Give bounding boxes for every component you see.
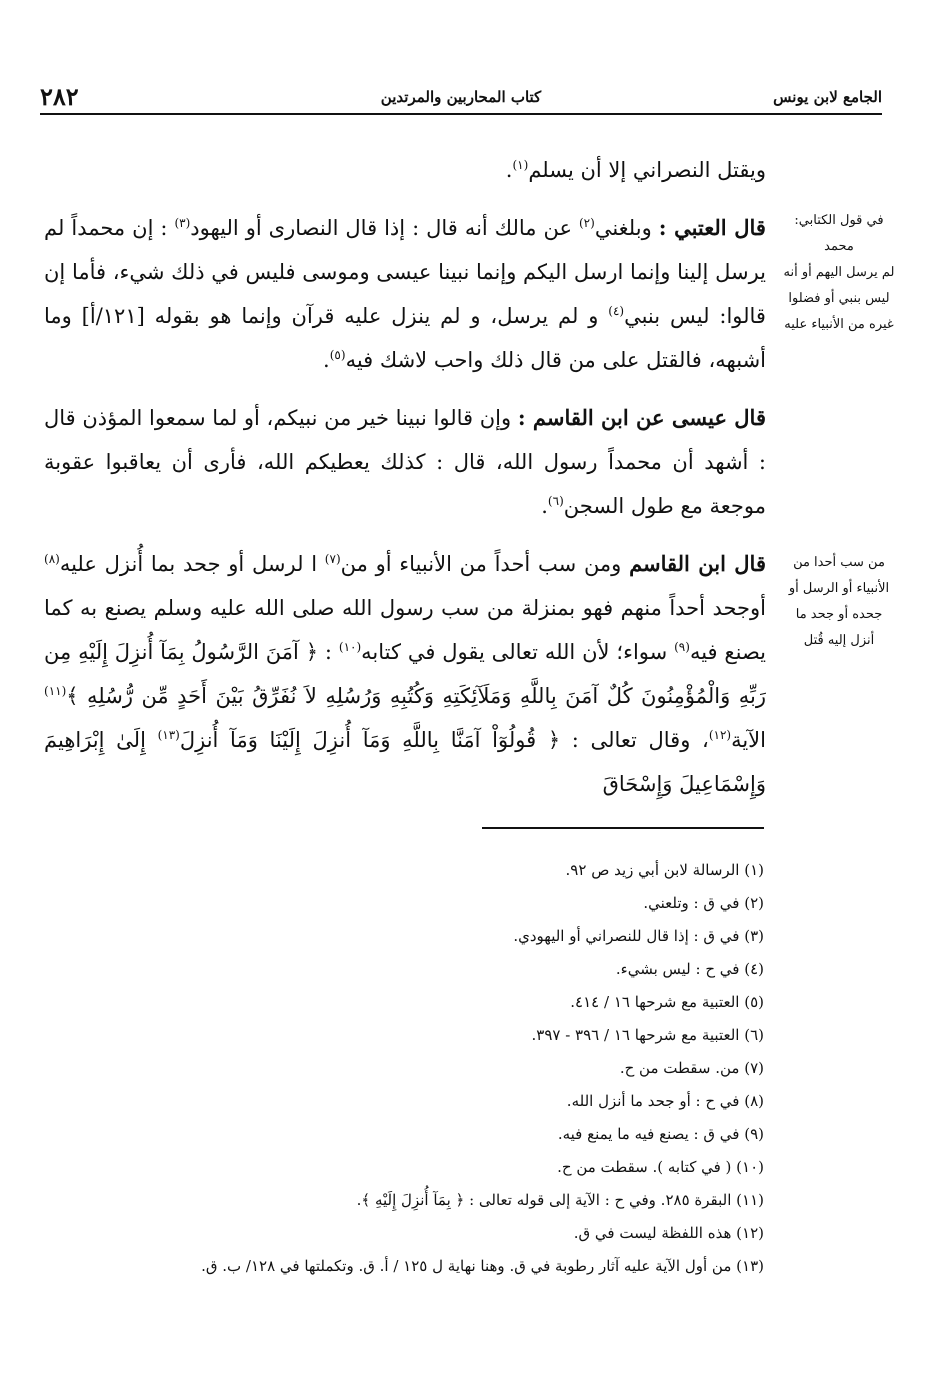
p4-text-h: إِلَىٰ إِبْرَاهِيمَ وَإِسْمَاعِيلَ وَإِسْحَاقَ [44, 728, 766, 796]
fn-ref-7: (٧) [324, 552, 341, 566]
footnote: (١١) البقرة ٢٨٥. وفي ح : الآية إلى قوله تعالى : ﴿ بِمَآ أُنزِلَ إِلَيْهِ ﴾. [356, 1191, 764, 1209]
footnote: (١٢) هذه اللفظة ليست في ق. [573, 1224, 764, 1242]
p4-text-d: سواء؛ لأن الله تعالى يقول في كتابه [361, 640, 668, 664]
margin-note-2-line: جحده أو جحد ما [795, 607, 883, 622]
p4-text-b: ا لرسل أو جحد بما أُنزل عليه [59, 552, 318, 576]
p4-quran-verse-2: ، وقال تعالى : ﴿ قُولُوٓاْ آمَنَّا بِاللَّهِ وَمَآ أُنزِلَ إِلَيْنَا وَمَآ أُنزِلَ [179, 728, 709, 752]
footnote: (١٠) ( في كتابه ). سقطت من ح. [557, 1158, 764, 1176]
margin-note-2 [778, 550, 900, 654]
header-chapter-title: كتاب المحاربين والمرتدين [380, 88, 542, 106]
p4-text-f: الآية [731, 728, 766, 752]
fn-ref-11: (١١) [44, 684, 67, 698]
fn-ref-5: (٥) [329, 348, 346, 362]
footnote: (٣) في ق : إذا قال للنصراني أو اليهودي. [513, 927, 764, 945]
footnote: (٤) في ح : ليس بشيء. [615, 960, 764, 978]
footnote: (٩) في ق : يصنع فيه ما يمنع فيه. [557, 1125, 764, 1143]
margin-note-2-line: الأنبياء أو الرسل أو [788, 581, 890, 596]
p4-lead: قال ابن القاسم [629, 551, 766, 576]
p2-text-c: : إن محمداً لم يرسل إلينا وإنما ارسل اليكم وإنما نبينا عيسى وموسى فليس في ذلك شيء، فأما إن قالوا: ليس بنبي [44, 216, 766, 328]
margin-note-1-line: غيره من الأنبياء عليه [784, 317, 894, 332]
fn-ref-9: (٩) [674, 640, 690, 654]
p4-text-c: أوجحد أحداً منهم فهو بمنزلة من سب رسول الله صلى الله عليه وسلم يصنع به كما يصنع فيه [44, 596, 767, 664]
footnote-separator [482, 827, 764, 829]
header-book-title: الجامع لابن يونس [773, 88, 882, 106]
footnote: (١٣) من أول الآية عليه آثار رطوبة في ق. وهنا نهاية ل ١٢٥ / أ. ق. وتكملتها في ١٢٨/ ب. ق. [201, 1257, 764, 1275]
fn-ref-1: (١) [512, 158, 529, 172]
running-header [40, 82, 882, 112]
fn-ref-8: (٨) [44, 552, 60, 566]
paragraph-3: قال عيسى عن ابن القاسم : وإن قالوا نبينا خير من نبيكم، أو لما سمعوا المؤذن قال : أشهد أن محمداً رسول الله، قال : كذلك يعطيكم الله، فأرى أن يعاقبوا عقوبة موجعة مع طول السجن$^{(٦)}$. [44, 405, 766, 518]
fn-ref-13: (١٣) [157, 728, 180, 742]
fn-ref-4: (٤) [608, 304, 625, 318]
footnote: (٥) العتبية مع شرحها ١٦ / ٤١٤. [570, 993, 764, 1011]
margin-note-2-line: أنزل إليه قُتل [803, 633, 875, 648]
p2-text-a: وبلغني [594, 216, 652, 240]
p2-lead: قال العتبي : [658, 215, 766, 240]
footnote: (٢) في ق : وتلعني. [643, 894, 764, 912]
fn-ref-6: (٦) [547, 494, 564, 508]
footnote: (١) الرسالة لابن أبي زيد ص ٩٢. [565, 861, 764, 879]
margin-note-1 [778, 208, 900, 338]
paragraph-2: قال العتبي : وبلغني$^{(٢)}$ عن مالك أنه قال : إذا قال النصارى أو اليهود$^{(٣)}$ : إن محمداً لم يرسل إلينا وإنما ارسل اليكم وإنما نبينا عيسى وموسى فليس في ذلك شيء، فأما إن قالوا: ليس بنبي$^{(٤)}$ و لم يرسل، و لم ينزل عليه قرآن وإنما هو بقوله [١٢١/أ] وما أشبهه، فالقتل على من قال ذلك واحب لاشك فيه$^{(٥)}$. [44, 215, 766, 372]
paragraph-1: ويقتل النصراني إلا أن يسلم$^{(١)}$. [505, 158, 766, 182]
main-text [44, 148, 766, 820]
p4-text-a: ومن سب أحداً من الأنبياء أو من [340, 552, 622, 576]
p3-text-a: وإن قالوا نبينا خير من نبيكم، أو لما سمعوا المؤذن قال : أشهد أن محمداً رسول الله، قال : كذلك يعطيكم الله، فأرى أن يعاقبوا عقوبة موجعة مع طول السجن [44, 406, 766, 518]
fn-ref-3: (٣) [174, 216, 191, 230]
margin-note-1-line: ليس بنبي أو فضلوا [788, 291, 890, 306]
footnote: (٨) في ح : أو جحد ما أنزل الله. [566, 1092, 764, 1110]
p3-lead: قال عيسى عن ابن القاسم : [517, 405, 766, 430]
header-rule [40, 113, 882, 115]
p1-text: ويقتل النصراني إلا أن يسلم [528, 158, 766, 182]
paragraph-4 [44, 542, 766, 806]
fn-ref-10: (١٠) [338, 640, 362, 654]
footnote: (٧) من. سقطت من ح. [619, 1059, 764, 1077]
margin-note-1-line: في قول الكتابي: محمد [794, 213, 884, 254]
p2-text-b: عن مالك أنه قال : إذا قال النصارى أو اليهود [190, 216, 572, 240]
footnote: (٦) العتبية مع شرحها ١٦ / ٣٩٦ - ٣٩٧. [531, 1026, 764, 1044]
fn-ref-2: (٢) [578, 216, 595, 230]
p2-text-d: و لم يرسل، و لم ينزل عليه قرآن وإنما هو بقوله [١٢١/أ] وما أشبهه، فالقتل على من قال ذلك واحب لاشك فيه [44, 304, 766, 372]
margin-note-1-line: لم يرسل اليهم أو أنه [783, 265, 895, 280]
p4-quran-verse-1: : ﴿ آمَنَ الرَّسُولُ بِمَآ أُنزِلَ إِلَيْهِ مِن رَبِّهِ وَالْمُؤْمِنُونَ كُلٌ آمَنَ بِاللَّهِ وَمَلَآئِكَتِهِ وَكُتُبِهِ وَرُسُلِهِ لاَ نُفَرِّقُ بَيْنَ أَحَدٍ مِّن رُّسُلِهِ ﴾ [44, 640, 766, 708]
fn-ref-12: (١٢) [708, 728, 732, 742]
page-number: ٢٨٢ [40, 82, 79, 111]
footnotes [30, 854, 764, 1283]
margin-note-2-line: من سب أحدا من [793, 555, 885, 570]
